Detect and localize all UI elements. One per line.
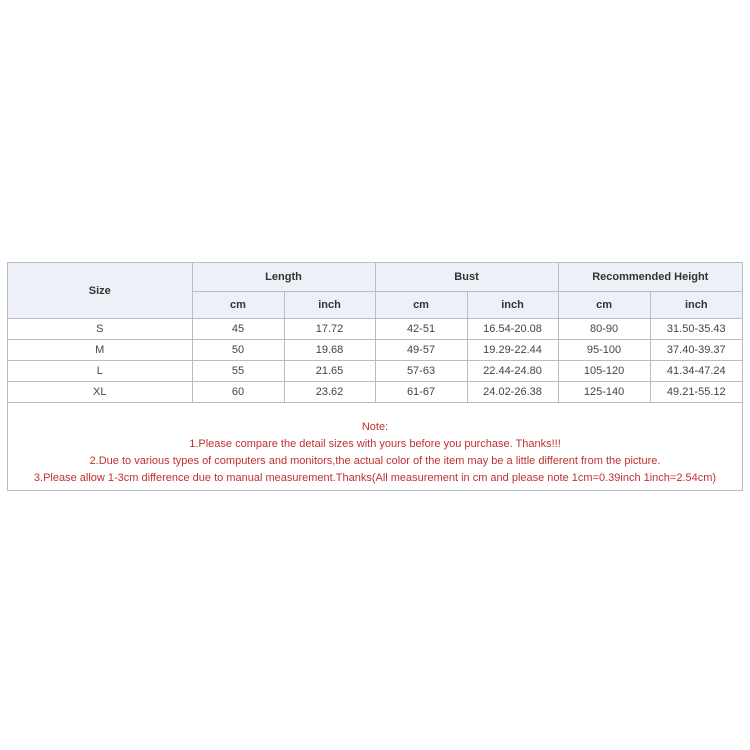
table-row bbox=[8, 361, 742, 382]
note-block bbox=[8, 403, 742, 490]
height-cm-cell: 125-140 bbox=[558, 382, 650, 403]
size-cell: XL bbox=[8, 382, 192, 403]
note-line-3: 3.Please allow 1-3cm difference due to manual measurement.Thanks(All measurement in cm and please note 1cm=0.39inch 1inch=2.54cm) bbox=[33, 472, 717, 484]
length-cm-cell: 60 bbox=[192, 382, 284, 403]
size-table bbox=[8, 263, 742, 403]
height-cm-cell: 95-100 bbox=[558, 340, 650, 361]
table-header-group-row bbox=[8, 263, 742, 292]
height-cm-cell: 80-90 bbox=[558, 319, 650, 340]
length-inch-cell: 21.65 bbox=[284, 361, 375, 382]
size-cell: M bbox=[8, 340, 192, 361]
length-cm-cell: 55 bbox=[192, 361, 284, 382]
bust-cm-cell: 57-63 bbox=[375, 361, 467, 382]
table-row bbox=[8, 340, 742, 361]
unit-header: inch bbox=[284, 292, 375, 319]
recommended-height-header: Recommended Height bbox=[558, 263, 742, 292]
length-inch-cell: 23.62 bbox=[284, 382, 375, 403]
bust-inch-cell: 24.02-26.38 bbox=[467, 382, 558, 403]
bust-cm-cell: 49-57 bbox=[375, 340, 467, 361]
table-row bbox=[8, 319, 742, 340]
bust-inch-cell: 19.29-22.44 bbox=[467, 340, 558, 361]
bust-cm-cell: 61-67 bbox=[375, 382, 467, 403]
unit-header: cm bbox=[558, 292, 650, 319]
height-inch-cell: 31.50-35.43 bbox=[650, 319, 742, 340]
unit-header: cm bbox=[192, 292, 284, 319]
bust-cm-cell: 42-51 bbox=[375, 319, 467, 340]
table-row bbox=[8, 382, 742, 403]
size-chart bbox=[7, 262, 743, 491]
size-cell: S bbox=[8, 319, 192, 340]
note-line-2: 2.Due to various types of computers and monitors,the actual color of the item may be a little different from the picture. bbox=[89, 455, 661, 467]
height-cm-cell: 105-120 bbox=[558, 361, 650, 382]
length-inch-cell: 17.72 bbox=[284, 319, 375, 340]
unit-header: inch bbox=[467, 292, 558, 319]
size-header: Size bbox=[8, 263, 192, 319]
height-inch-cell: 41.34-47.24 bbox=[650, 361, 742, 382]
length-cm-cell: 50 bbox=[192, 340, 284, 361]
length-cm-cell: 45 bbox=[192, 319, 284, 340]
bust-inch-cell: 22.44-24.80 bbox=[467, 361, 558, 382]
bust-header: Bust bbox=[375, 263, 558, 292]
note-line-1: 1.Please compare the detail sizes with yours before you purchase. Thanks!!! bbox=[189, 438, 561, 450]
note-title: Note: bbox=[361, 421, 389, 433]
unit-header: inch bbox=[650, 292, 742, 319]
height-inch-cell: 37.40-39.37 bbox=[650, 340, 742, 361]
height-inch-cell: 49.21-55.12 bbox=[650, 382, 742, 403]
unit-header: cm bbox=[375, 292, 467, 319]
size-cell: L bbox=[8, 361, 192, 382]
length-header: Length bbox=[192, 263, 375, 292]
length-inch-cell: 19.68 bbox=[284, 340, 375, 361]
bust-inch-cell: 16.54-20.08 bbox=[467, 319, 558, 340]
